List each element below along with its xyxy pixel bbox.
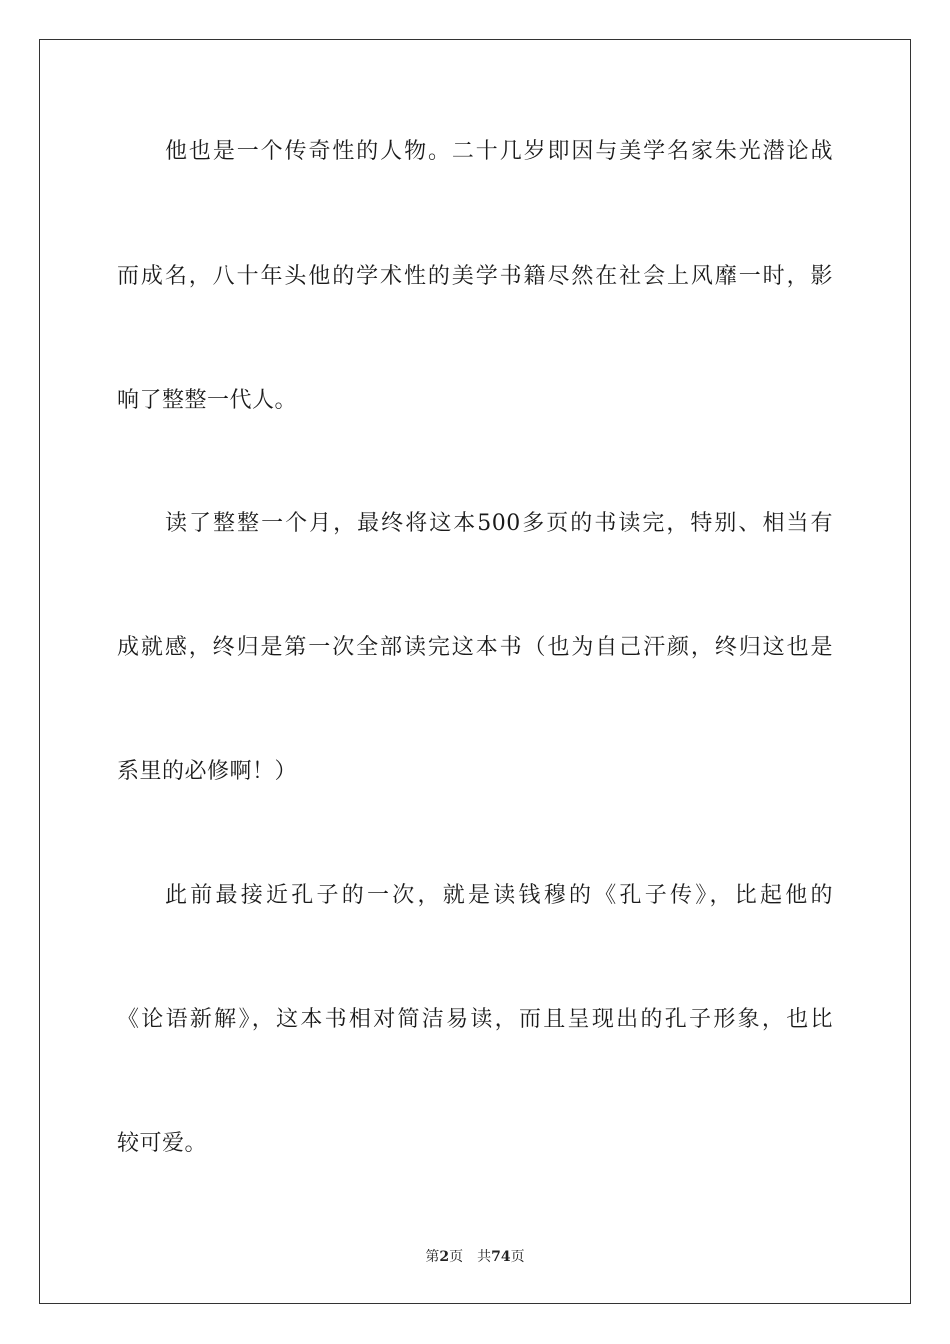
paragraph-2-line-3: 系里的必修啊！） — [117, 759, 298, 784]
total-suffix: 页 — [510, 1249, 525, 1265]
paragraph-1-line-1: 他也是一个传奇性的人物。二十几岁即因与美学名家朱光潜论战 — [165, 139, 833, 164]
page-footer — [0, 1248, 950, 1266]
paragraph-3-line-3: 较可爱。 — [117, 1131, 208, 1156]
total-prefix: 共 — [477, 1249, 492, 1265]
total-pages: 74 — [491, 1249, 511, 1265]
paragraph-1-line-2: 而成名，八十年头他的学术性的美学书籍尽然在社会上风靡一时，影 — [117, 264, 833, 289]
paragraph-2-line-1: 读了整整一个月，最终将这本500多页的书读完，特别、相当有 — [165, 511, 833, 536]
page-suffix: 页 — [449, 1249, 464, 1265]
paragraph-1-line-3: 响了整整一代人。 — [117, 388, 298, 413]
page-border — [39, 39, 911, 1304]
paragraph-2-line-2: 成就感，终归是第一次全部读完这本书（也为自己汗颜，终归这也是 — [117, 635, 833, 660]
paragraph-3-line-1: 此前最接近孔子的一次，就是读钱穆的《孔子传》，比起他的 — [165, 883, 833, 908]
page-number: 2 — [439, 1249, 450, 1265]
page-prefix: 第 — [425, 1249, 440, 1265]
paragraph-3-line-2: 《论语新解》，这本书相对简洁易读，而且呈现出的孔子形象，也比 — [117, 1007, 833, 1032]
